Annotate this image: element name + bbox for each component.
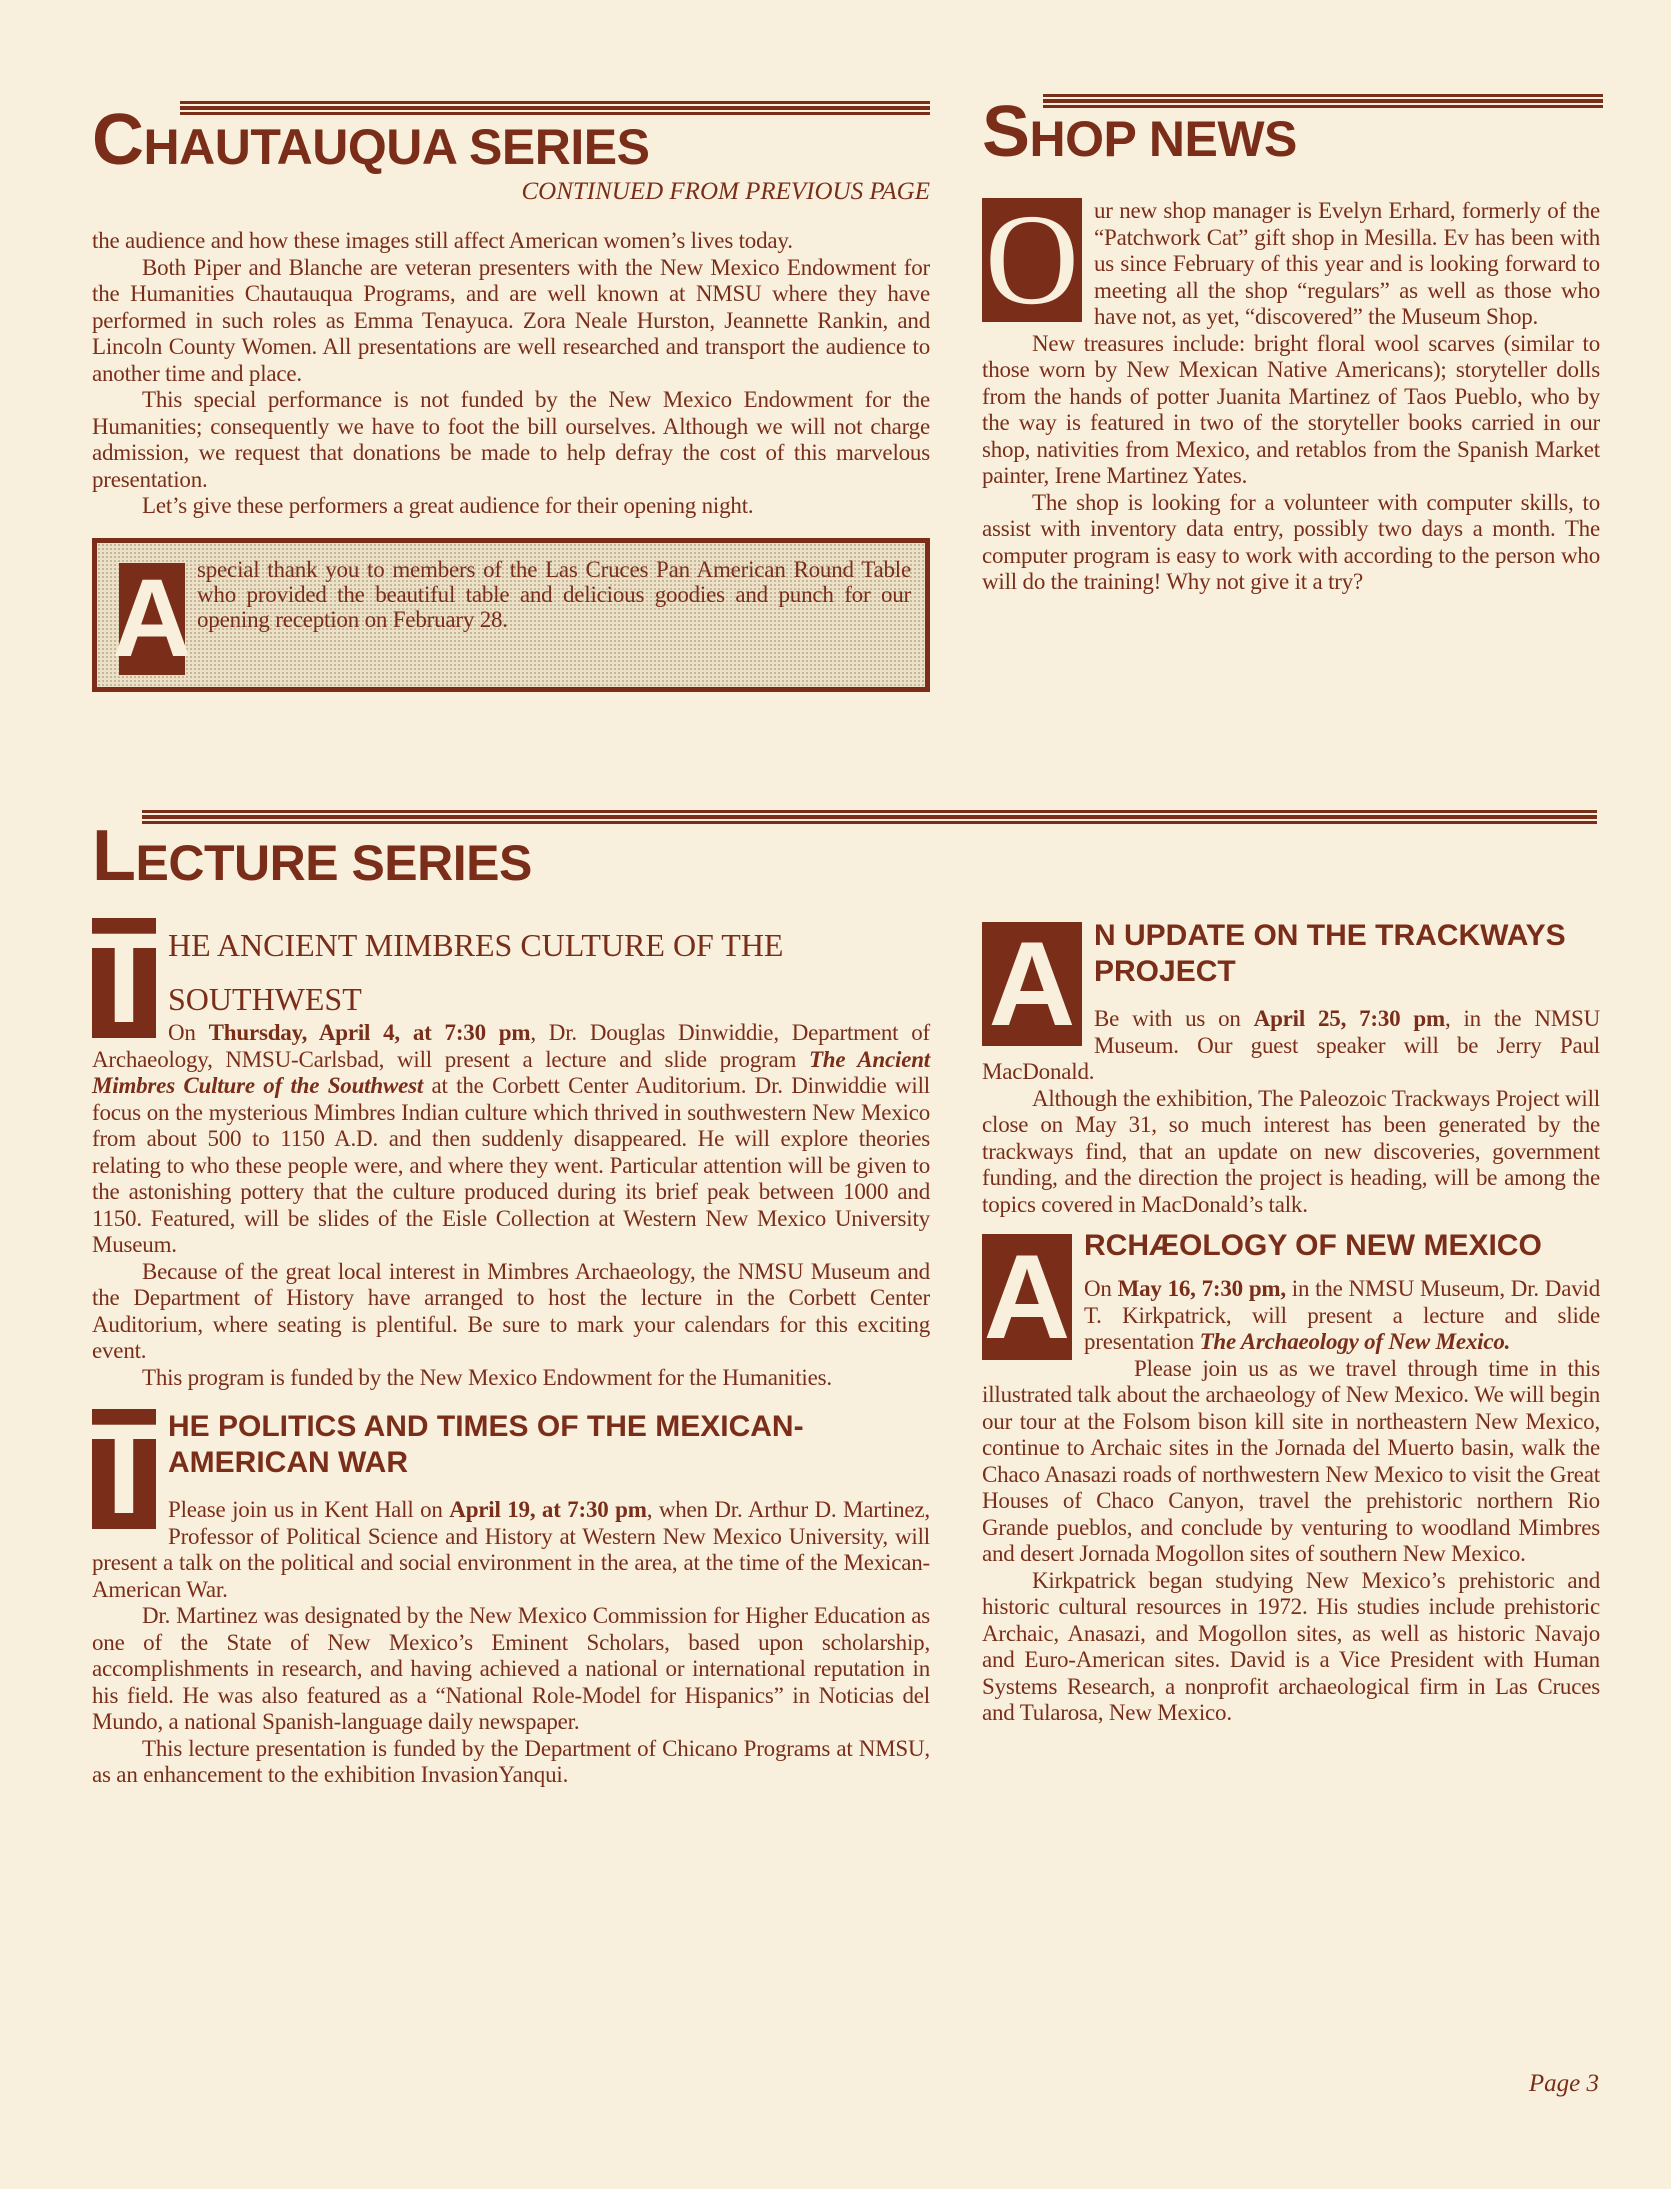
paragraph: This lecture presentation is funded by the Department of Chicano Programs at NMSU, as an enhancement to the exhibition InvasionYanqui.: [92, 1735, 930, 1787]
dropcap-a: A: [982, 922, 1082, 1046]
shop-news-section: [982, 92, 1600, 596]
dropcap-a: A: [983, 1230, 1071, 1364]
dropcap-t: T: [84, 906, 164, 1050]
dropcap-a: A: [112, 557, 192, 680]
shop-news-title: SHOP NEWS: [982, 92, 1297, 172]
paragraph: The shop is looking for a volunteer with computer skills, to assist with inventory data entry, possibly two days a month. The computer program is easy to work with according to the person who will do the training! Why not give it a try?: [982, 489, 1600, 594]
page-number: Page 3: [1528, 2070, 1599, 2097]
lecture-series-title: LECTURE SERIES: [92, 816, 532, 896]
paragraph: This program is funded by the New Mexico Endowment for the Humanities.: [142, 1364, 832, 1390]
dropcap-t: T: [84, 1397, 164, 1541]
paragraph: ur new shop manager is Evelyn Erhard, formerly of the “Patchwork Cat” gift shop in Mesilla. Ev has been with us since February of this year and is looking forward to meeting all the shop “regulars” as well as those who have not, as yet, “discovered” the Museum Shop.: [1094, 198, 1600, 329]
paragraph: Please join us in Kent Hall on April 19, at 7:30 pm, when Dr. Arthur D. Martinez, Professor of Political Science and History at Western New Mexico University, will present a talk on the political and social environment in the area, at the time of the Mexican-American War.: [92, 1497, 930, 1602]
lecture-series-section: [84, 812, 931, 1789]
paragraph: On May 16, 7:30 pm, in the NMSU Museum, Dr. David T. Kirkpatrick, will present a lecture and slide presentation The Archaeology of New Mexico.: [1084, 1276, 1600, 1354]
lecture-right-column: [982, 910, 1600, 1727]
article-archaeology: [982, 1229, 1600, 1727]
paragraph: Dr. Martinez was designated by the New Mexico Commission for Higher Education as one of the State of New Mexico’s Eminent Scholars, based upon scholarship, accomplishments in research, and having achieved a national or international reputation in his field. He was also featured as a “National Role-Model for Hispanics” in Noticias del Mundo, a national Spanish-language daily newspaper.: [92, 1603, 930, 1734]
paragraph: the audience and how these images still affect American women’s lives today.: [92, 228, 793, 253]
paragraph: Because of the great local interest in Mimbres Archaeology, the NMSU Museum and the Department of History have arranged to host the lecture in the Corbett Center Auditorium, where seating is plentiful. Be sure to mark your calendars for this exciting event.: [92, 1258, 930, 1363]
paragraph: Both Piper and Blanche are veteran presenters with the New Mexico Endowment for the Humanities Chautauqua Programs, and are well known at NMSU where they have performed in such roles as Emma Tenayuca. Zora Neale Hurston, Jeannette Rankin, and Lincoln County Women. All presentations are well researched and transport the audience to another time and place.: [92, 254, 930, 386]
article-title: RCHÆOLOGY OF NEW MEXICO: [1084, 1229, 1542, 1262]
continued-note: CONTINUED FROM PREVIOUS PAGE: [521, 178, 930, 205]
paragraph: Kirkpatrick began studying New Mexico’s prehistoric and historic cultural resources in 1972. His studies include prehistoric Archaic, Anasazi, and Mogollon sites, as well as historic Navajo and Euro-American sites. David is a Vice President with Human Systems Research, a nonprofit archaeological firm in Las Cruces and Tularosa, New Mexico.: [982, 1567, 1600, 1725]
paragraph: On Thursday, April 4, at 7:30 pm, Dr. Douglas Dinwiddie, Department of Archaeology, NMSU-Carlsbad, will present a lecture and slide program The Ancient Mimbres Culture of the Southwest at the Corbett Center Auditorium. Dr. Dinwiddie will focus on the mysterious Mimbres Indian culture which thrived in southwestern New Mexico from about 500 to 1150 A.D. and then suddenly disappeared. He will explore theories relating to who these people were, and where they went. Particular attention will be given to the astonishing pottery that the culture produced during its brief peak between 1000 and 1150. Featured, will be slides of the Eisle Collection at Western New Mexico University Museum.: [92, 1020, 931, 1257]
thank-you-box: [92, 538, 930, 692]
paragraph: Be with us on April 25, 7:30 pm, in the NMSU Museum. Our guest speaker will be Jerry Paul MacDonald.: [982, 1006, 1601, 1084]
paragraph: New treasures include: bright floral wool scarves (similar to those worn by New Mexican Native Americans); storyteller dolls from the hands of potter Juanita Martinez of Taos Pueblo, who by the way is featured in two of the storyteller books carried in our shop, nativities from Mexico, and retablos from the Spanish Market painter, Irene Martinez Yates.: [982, 330, 1600, 488]
article-mimbres: [84, 906, 931, 1391]
paragraph: Although the exhibition, The Paleozoic Trackways Project will close on May 31, so much interest has been generated by the trackways find, that an update on new discoveries, government funding, and the direction the project is heading, will be among the topics covered in MacDonald’s talk.: [982, 1085, 1600, 1217]
article-title: N UPDATE ON THE TRACKWAYS PROJECT: [1094, 919, 1566, 988]
paragraph: Please join us as we travel through time in this illustrated talk about the archaeology of New Mexico. We will begin our tour at the Folsom bison kill site in northeastern New Mexico, continue to Archaic sites in the Jornada del Muerto basin, walk the Chaco Anasazi roads of northwestern New Mexico to visit the Great Houses of Chaco Canyon, travel the prehistoric northern Rio Grande pueblos, and conclude by venturing to woodland Mimbres and desert Jornada Mogollon sites of southern New Mexico.: [982, 1355, 1600, 1566]
chautauqua-section: [92, 98, 930, 692]
article-title: HE POLITICS AND TIMES OF THE MEXICAN-AMERICAN WAR: [168, 1410, 804, 1479]
dropcap-o: O: [982, 198, 1082, 322]
chautauqua-title: CHAUTAUQUA SERIES: [92, 100, 650, 180]
paragraph: Let’s give these performers a great audience for their opening night.: [142, 493, 754, 518]
article-politics: [84, 1397, 930, 1789]
article-trackways: [982, 918, 1600, 1218]
paragraph: This special performance is not funded by the New Mexico Endowment for the Humanities; consequently we have to foot the bill ourselves. Although we will not charge admission, we request that donations be made to help defray the cost of this marvelous presentation.: [92, 387, 930, 492]
article-title: HE ANCIENT MIMBRES CULTURE OF THE SOUTHWEST: [168, 927, 784, 1017]
thank-you-text: special thank you to members of the Las Cruces Pan American Round Table who provided the beautiful table and delicious goodies and punch for our opening reception on February 28.: [197, 556, 911, 632]
